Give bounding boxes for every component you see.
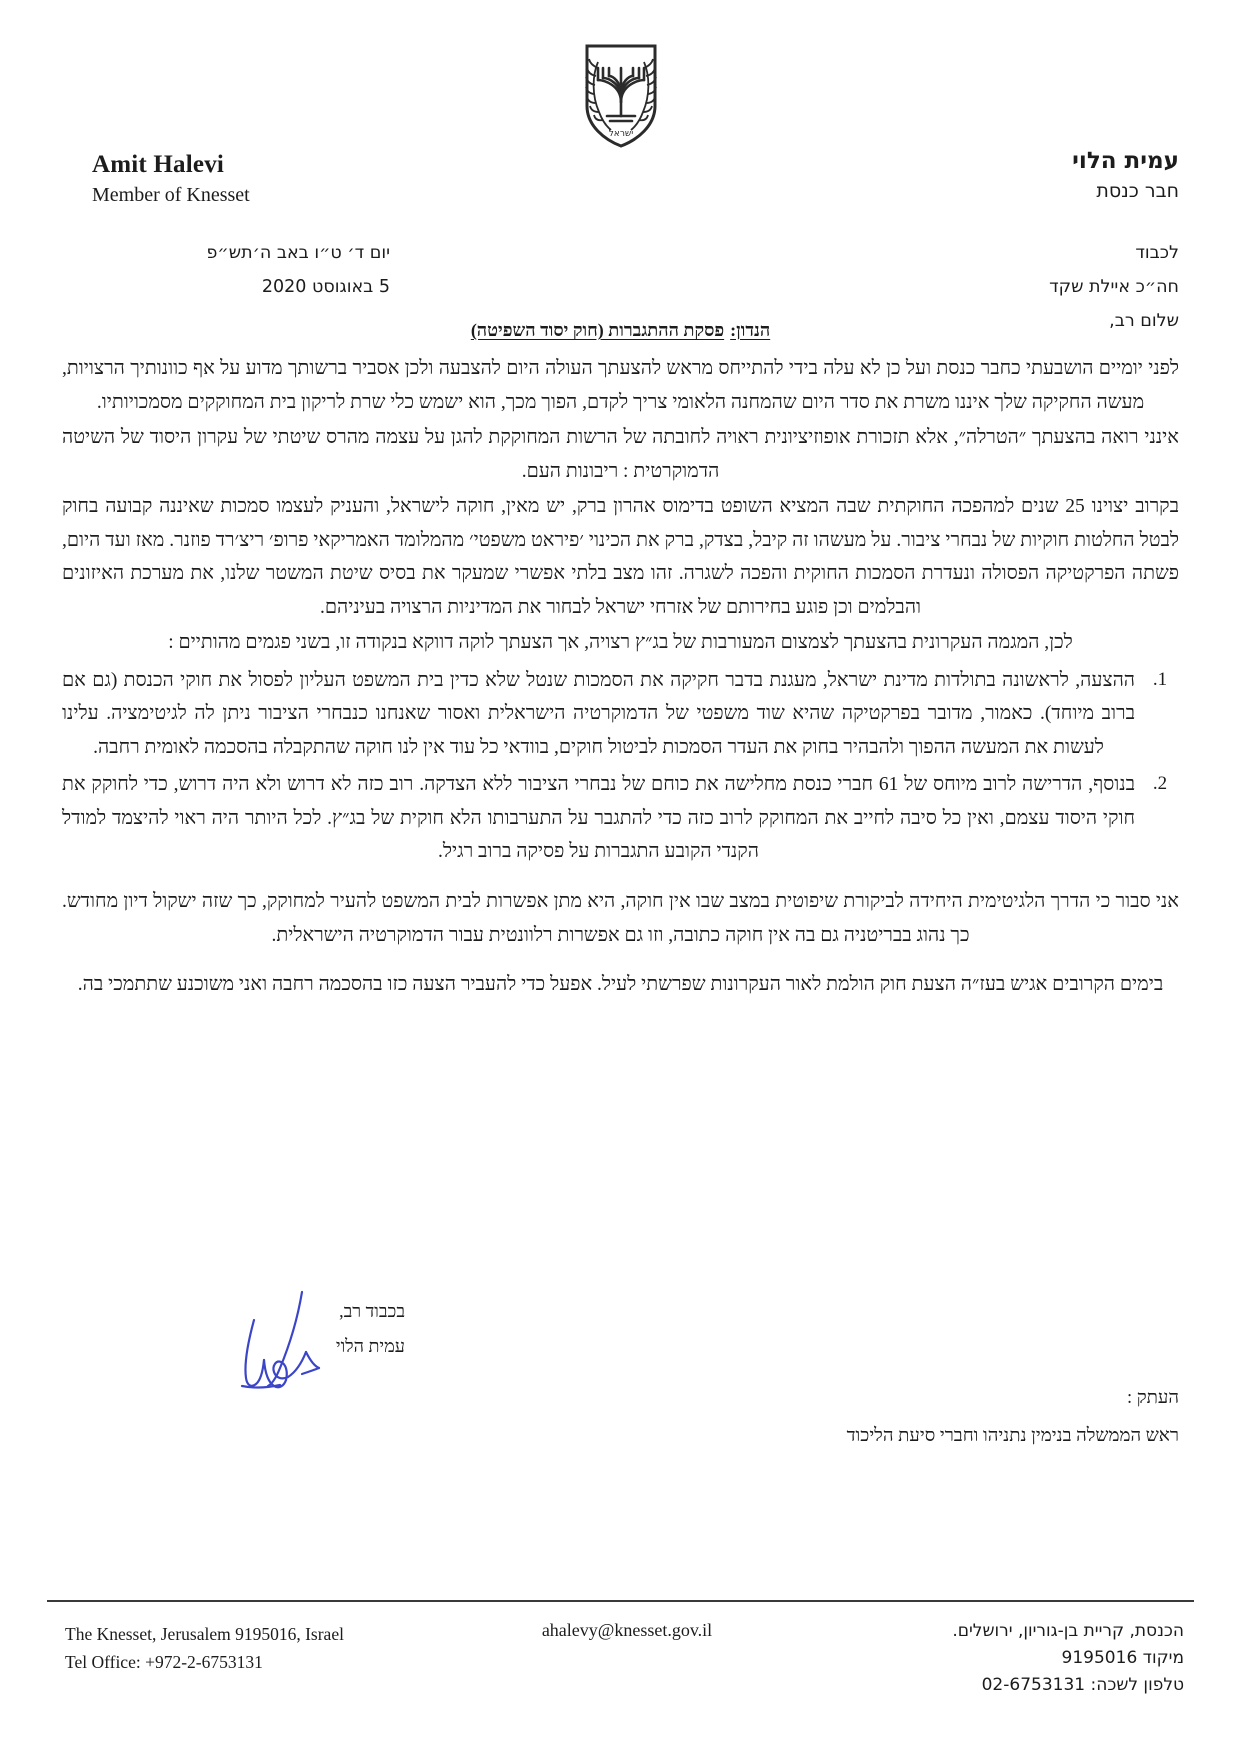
addressee-name: חה״כ איילת שקד (1049, 277, 1179, 298)
footer-email[interactable]: ahalevy@knesset.gov.il (541, 1620, 713, 1640)
subject-label: הנדון: (730, 320, 771, 340)
subject-line (62, 320, 1179, 341)
body-paragraph: לכן, המגמה העקרונית בהצעתך לצמצום המעורבות של בג״ץ רצויה, אך הצעתך לוקה דווקא בנקודה זו, בשני פגמים מהותיים : (168, 632, 1073, 654)
footer (47, 1614, 1194, 1734)
sender-name-en: Amit Halevi (92, 151, 225, 178)
cc-block (847, 1380, 1179, 1456)
emblem-container (0, 42, 1241, 150)
greeting-line: שלום רב, (1109, 311, 1179, 332)
date-block (175, 236, 390, 304)
addressee-honorific: לכבוד (1135, 243, 1179, 263)
israel-state-emblem-icon (579, 42, 663, 150)
cc-label: העתק : (1126, 1388, 1179, 1408)
sender-role-en: Member of Knesset (92, 183, 250, 206)
body-paragraph: בימים הקרובים אגיש בעז״ה הצעת חוק הולמת לאור העקרונות שפרשתי לעיל. אפעל כדי להעביר הצעה כזו בהסכמה רחבה ואני משוכנע שתתמכי בה. (77, 974, 1164, 996)
footer-phone-number: 02-6753131 (981, 1675, 1086, 1696)
sender-role-he: חבר כנסת (1096, 179, 1179, 202)
signoff-line-2: עמית הלוי (335, 1336, 405, 1357)
emblem-caption: ישראל (608, 129, 633, 139)
hebrew-date: יום ד׳ ט״ו באב ה׳תש״פ (206, 243, 390, 263)
gregorian-date: 5 באוגוסט 2020 (261, 277, 390, 298)
subject-text: פסקת ההתגברות (חוק יסוד השפיטה) (470, 320, 725, 340)
letter-body (62, 352, 1179, 1004)
footer-phone-he (952, 1672, 1184, 1699)
footer-divider (47, 1600, 1194, 1602)
body-paragraph: אני סבור כי הדרך הלגיטימית היחידה לביקורת שיפוטית במצב שבו אין חוקה, היא מתן אפשרות לבית המשפט להעיר למחוקק, כך שזה ישקול דיון מחודש. כך נהוג בבריטניה גם בה אין חוקה כתובה, וזו גם אפשרות רלוונטית עבור הדמוקרטיה הישראלית. (62, 890, 1179, 946)
header-left (92, 150, 250, 208)
numbered-point: בנוסף, הדרישה לרוב מיוחס של 61 חברי כנסת מחלישה את כוחם של נבחרי הציבור ללא הצדקה. רוב כזה לא דרוש ולא היה דרוש, כדי לחוקק את חוקי היסוד עצמם, ואין כל סיבה לחייב את המחוקק לרוב כזה כדי להתגבר על התערבותו הלא חוקית של בג״ץ. לכל היותר היה ראוי להיצמד למודל הקנדי הקובע התגברות על פסיקה ברוב רגיל. (62, 774, 1135, 863)
sender-name-he: עמית הלוי (1072, 148, 1179, 174)
numbered-point: ההצעה, לראשונה בתולדות מדינת ישראל, מעגנת בדבר חקיקה את הסמכות שנטל שלא כדין בית המשפט העליון לפסול את חוקי הכנסת (גם אם ברוב מיוחד). כאמור, מדובר בפרקטיקה שהיא שוד משפטי של הדמוקרטיה הישראלית ואסור שאנחנו כנבחרי הציבור ניתן לה לגיטימציה. עלינו לעשות את המעשה ההפוך ולהבהיר בחוק את העדר הסמכות לביטול חוקים, בוודאי כל עוד אין לנו חוקה שהתקבלה בהסכמה לאומית רחבה. (62, 669, 1135, 758)
footer-phone-label: טלפון לשכה: (1090, 1675, 1184, 1696)
signoff-block (285, 1294, 405, 1364)
footer-address-he-2: מיקוד 9195016 (1061, 1648, 1184, 1669)
header-right (1072, 148, 1179, 203)
signoff-line-1: בכבוד רב, (339, 1301, 405, 1321)
footer-phone-en: Tel Office: +972-2-6753131 (65, 1652, 263, 1673)
body-paragraph: בקרוב יצוינו 25 שנים למהפכה החוקתית שבה המציא השופט בדימוס אהרון ברק, יש מאין, חוקה לישראל, והעניק לעצמו סמכות שאיננה קבועה בחוק לבטל החלטות חוקיות של נבחרי ציבור. על מעשהו זה קיבל, בצדק, ברק את הכינוי ׳פיראט משפטי׳ מהמלומד האמריקאי פרופ׳ ריצ׳רד פוזנר. מאז ועד היום, פשתה הפרקטיקה הפסולה ונעדרת הסמכות החוקית והפכה לשגרה. זהו מצב בלתי אפשרי שמעקר את בסיס שיטת המשטר שלנו, את מערכת האיזונים והבלמים וכן פוגע בחירותם של אזרחי ישראל לבחור את המדיניות הרצויה בעיניהם. (62, 496, 1179, 618)
cc-recipients: ראש הממשלה בנימין נתניהו וחברי סיעת הליכוד (846, 1425, 1179, 1446)
footer-left (65, 1620, 344, 1677)
footer-address-en: The Knesset, Jerusalem 9195016, Israel (65, 1624, 344, 1644)
body-paragraph: לפני יומיים הושבעתי כחבר כנסת ועל כן לא עלה בידי להתייחס מראש להצעתך העולה היום להצבעה ולכן אסביר ברשותך מדוע על אף כוונותיך הרצויות, מעשה החקיקה שלך איננו משרת את סדר היום שהמחנה הלאומי צריך לקדם, הפוך מכך, הוא ישמש כלי שרת לריקון בית המחוקקים מסמכויותיו. (62, 358, 1179, 413)
body-paragraph: אינני רואה בהצעתך ״הטרלה״, אלא תזכורת אופוזיציונית ראויה לחובתה של הרשות המחוקקת להגן על עצמה מהרס שיטתי של עקרון היסוד של השיטה הדמוקרטית : ריבונות העם. (62, 427, 1179, 482)
footer-right (952, 1618, 1184, 1700)
footer-address-he-1: הכנסת, קריית בן-גוריון, ירושלים. (952, 1621, 1184, 1641)
numbered-points-list (62, 664, 1179, 869)
